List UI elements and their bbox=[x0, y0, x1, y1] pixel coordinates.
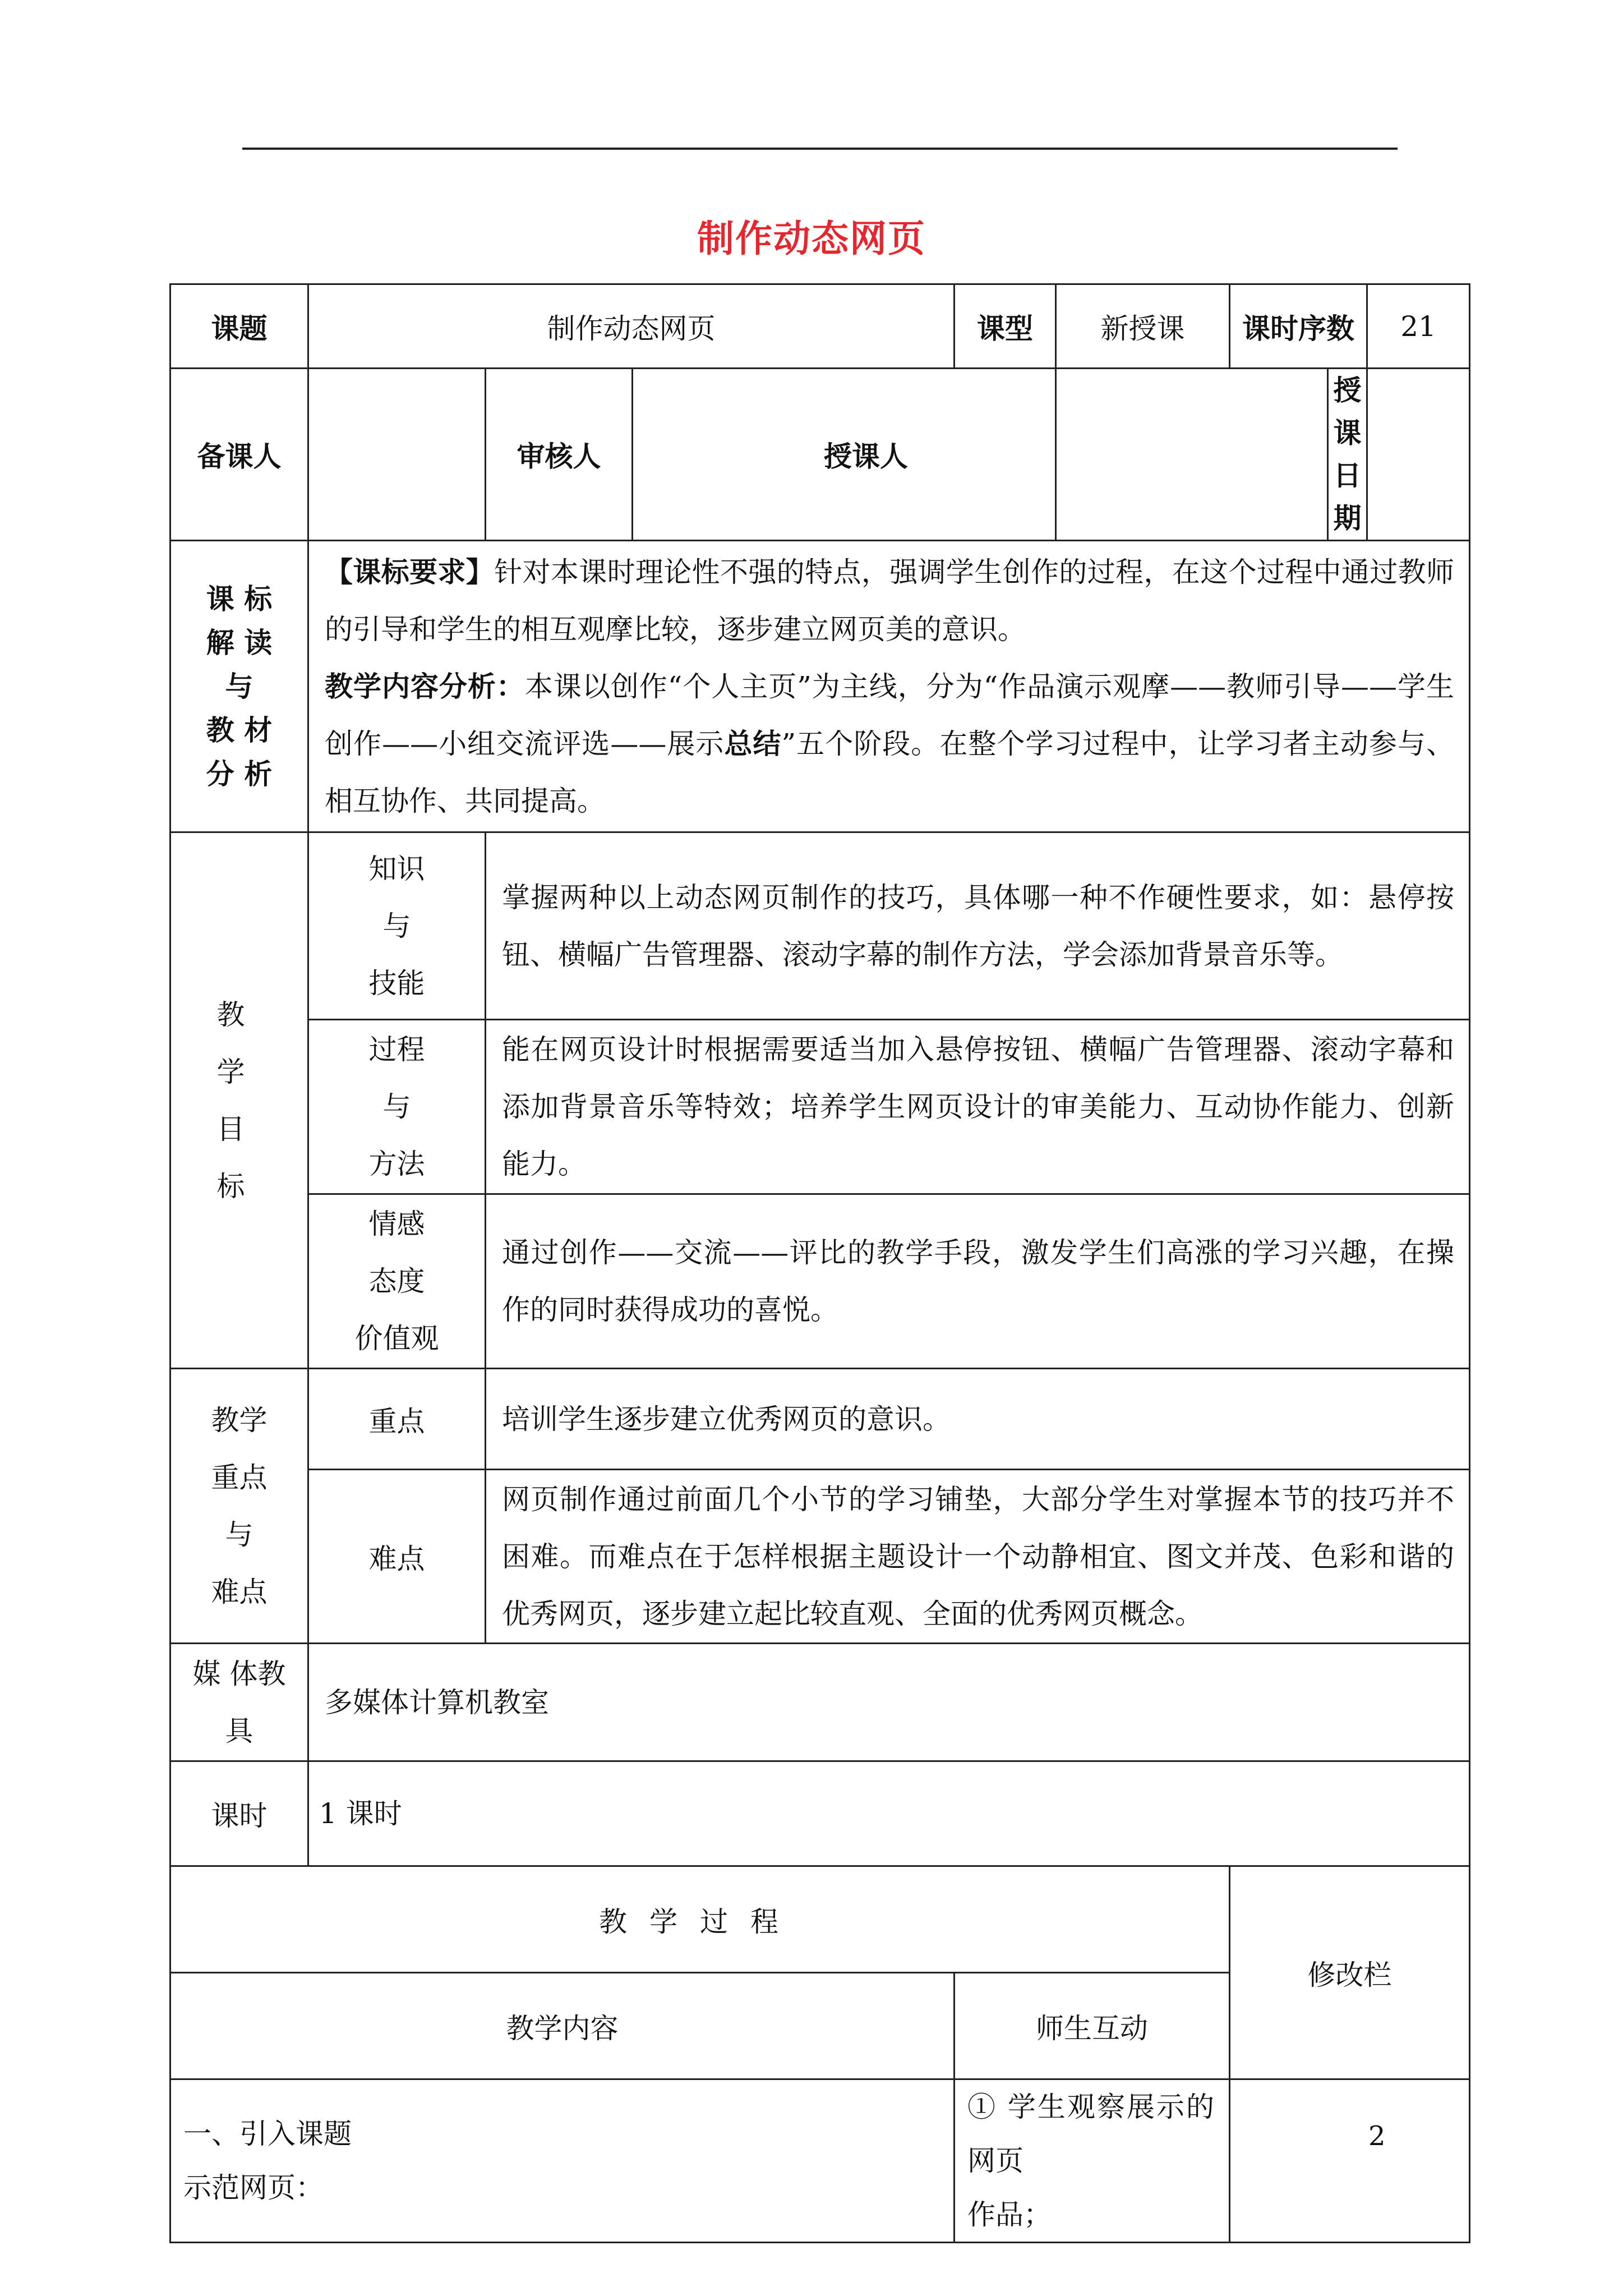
reviewer-label: 审核人 bbox=[486, 369, 633, 541]
hard-point-row bbox=[170, 1470, 1470, 1644]
standard-requirement: 【课标要求】针对本课时理论性不强的特点，强调学生创作的过程，在这个过程中通过教师的引导和学生的相互观摩比较，逐步建立网页美的意识。 bbox=[325, 555, 1455, 646]
sequence-label: 课时序数 bbox=[1230, 284, 1367, 369]
key-point-text: 培训学生逐步建立优秀网页的意识。 bbox=[486, 1369, 1470, 1470]
emotion-text: 通过创作——交流——评比的教学手段，激发学生们高涨的学习兴趣，在操作的同时获得成功的喜悦。 bbox=[486, 1194, 1470, 1369]
teacher-value bbox=[1056, 369, 1328, 541]
info-row-2 bbox=[170, 369, 1470, 541]
objective-row-process bbox=[170, 1020, 1470, 1194]
content-column-label: 教学内容 bbox=[170, 1973, 955, 2079]
process-title-row bbox=[170, 1866, 1470, 1973]
document-title: 制作动态网页 bbox=[697, 217, 926, 260]
info-row-1 bbox=[170, 284, 1470, 369]
type-value: 新授课 bbox=[1056, 284, 1230, 369]
preparer-label: 备课人 bbox=[170, 369, 308, 541]
topic-value: 制作动态网页 bbox=[308, 284, 955, 369]
hours-value: 1 课时 bbox=[308, 1761, 1470, 1866]
key-hard-label: 教学 重点 与 难点 bbox=[170, 1369, 308, 1644]
header-rule bbox=[242, 148, 1398, 150]
analysis-label: 课 标 解 读 与 教 材 分 析 bbox=[170, 541, 308, 832]
topic-label: 课题 bbox=[170, 284, 308, 369]
preparer-value bbox=[308, 369, 486, 541]
lesson-plan-table bbox=[169, 283, 1470, 2243]
media-row bbox=[170, 1644, 1470, 1761]
emotion-label: 情感 态度 价值观 bbox=[308, 1194, 486, 1369]
sequence-value: 21 bbox=[1367, 284, 1470, 369]
objective-row-knowledge bbox=[170, 832, 1470, 1020]
key-point-label: 重点 bbox=[308, 1369, 486, 1470]
content-analysis: 教学内容分析：本课以创作“个人主页”为主线，分为“作品演示观摩——教师引导——学生创作——小组交流评选——展示总结”五个阶段。在整个学习过程中，让学习者主动参与、相互协作、共同提高。 bbox=[325, 669, 1455, 817]
objectives-label: 教 学 目 标 bbox=[170, 832, 308, 1369]
date-value bbox=[1367, 369, 1470, 541]
media-label: 媒 体教 具 bbox=[170, 1644, 308, 1761]
teacher-label: 授课人 bbox=[633, 369, 1056, 541]
process-interaction: ① 学生观察展示的网页 作品； bbox=[955, 2079, 1230, 2243]
revision-column-label: 修改栏 bbox=[1230, 1866, 1470, 2079]
process-content: 一、引入课题 示范网页： bbox=[170, 2079, 955, 2243]
hours-row bbox=[170, 1761, 1470, 1866]
key-point-row bbox=[170, 1369, 1470, 1470]
hours-label: 课时 bbox=[170, 1761, 308, 1866]
analysis-row bbox=[170, 541, 1470, 832]
media-value: 多媒体计算机教室 bbox=[308, 1644, 1470, 1761]
hard-point-label: 难点 bbox=[308, 1470, 486, 1644]
objective-row-emotion bbox=[170, 1194, 1470, 1369]
knowledge-label: 知识 与 技能 bbox=[308, 832, 486, 1020]
date-label: 授课 日期 bbox=[1328, 369, 1367, 541]
process-revision bbox=[1230, 2079, 1470, 2243]
page-number: 2 bbox=[1368, 2120, 1386, 2152]
analysis-text bbox=[308, 541, 1470, 832]
process-method-label: 过程 与 方法 bbox=[308, 1020, 486, 1194]
process-method-text: 能在网页设计时根据需要适当加入悬停按钮、横幅广告管理器、滚动字幕和添加背景音乐等特效；培养学生网页设计的审美能力、互动协作能力、创新能力。 bbox=[486, 1020, 1470, 1194]
knowledge-text: 掌握两种以上动态网页制作的技巧，具体哪一种不作硬性要求，如：悬停按钮、横幅广告管理器、滚动字幕的制作方法，学会添加背景音乐等。 bbox=[486, 832, 1470, 1020]
hard-point-text: 网页制作通过前面几个小节的学习铺垫，大部分学生对掌握本节的技巧并不困难。而难点在于怎样根据主题设计一个动静相宜、图文并茂、色彩和谐的优秀网页，逐步建立起比较直观、全面的优秀网页概念。 bbox=[486, 1470, 1470, 1644]
process-title: 教学过程 bbox=[170, 1866, 1230, 1973]
type-label: 课型 bbox=[955, 284, 1056, 369]
interaction-column-label: 师生互动 bbox=[955, 1973, 1230, 2079]
process-content-row bbox=[170, 2079, 1470, 2243]
